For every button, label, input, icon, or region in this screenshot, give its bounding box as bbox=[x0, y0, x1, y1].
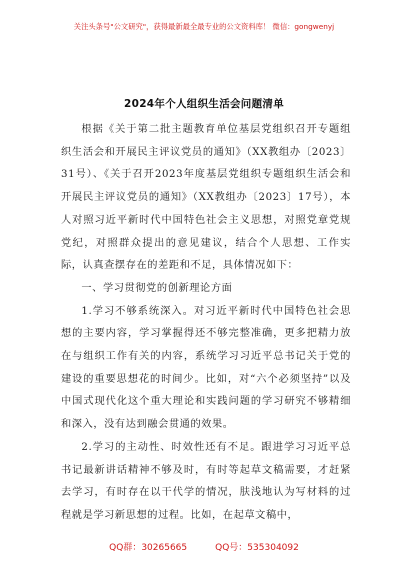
body-paragraph-1: 1.学习不够系统深入。对习近平新时代中国特色社会思想的主要内容，学习掌握得还不够完整准确，更多把精力放在与组织工作有关的内容，系统学习习近平总书记关于党的建设的重要思想花的时间少。比如，对“六个必须坚持”以及中国式现代化这个重大理论和实践问题的学习研究不够精细和深入，没有达到融会贯通的效果。 bbox=[61, 305, 351, 431]
footer-contact bbox=[0, 540, 408, 553]
footer-qq-group: QQ群：30265665 bbox=[109, 543, 188, 553]
top-banner: 关注头条号"公文研究"，获得最新最全最专业的公文资料库！ 微信：gongwenyj bbox=[73, 22, 335, 31]
footer-qq-number: QQ号：535304092 bbox=[215, 543, 299, 553]
document-body bbox=[61, 119, 351, 528]
body-paragraph-2: 2.学习的主动性、时效性还有不足。跟进学习习近平总书记最新讲话精神不够及时，有时等起草文稿需要，才赶紧去学习，有时存在以干代学的情况，肤浅地认为写材料的过程就是学习新思想的过程。比如，在起草文稿中， bbox=[61, 441, 351, 521]
body-paragraph-intro: 根据《关于第二批主题教育单位基层党组织召开专题组织生活会和开展民主评议党员的通知》（XX教组办〔2023〕31号）、《关于召开2023年度基层党组织专题组织生活会和开展民主评议党员的通知》（XX教组办〔2023〕17号），本人对照习近平新时代中国特色社会主义思想，对照党章党规党纪，对照群众提出的意见建议，结合个人思想、工作实际，认真查摆存在的差距和不足，具体情况如下： bbox=[61, 124, 351, 272]
section-heading: 一、学习贯彻党的创新理论方面 bbox=[81, 282, 233, 294]
document-title: 2024年个人组织生活会问题清单 bbox=[123, 98, 285, 110]
